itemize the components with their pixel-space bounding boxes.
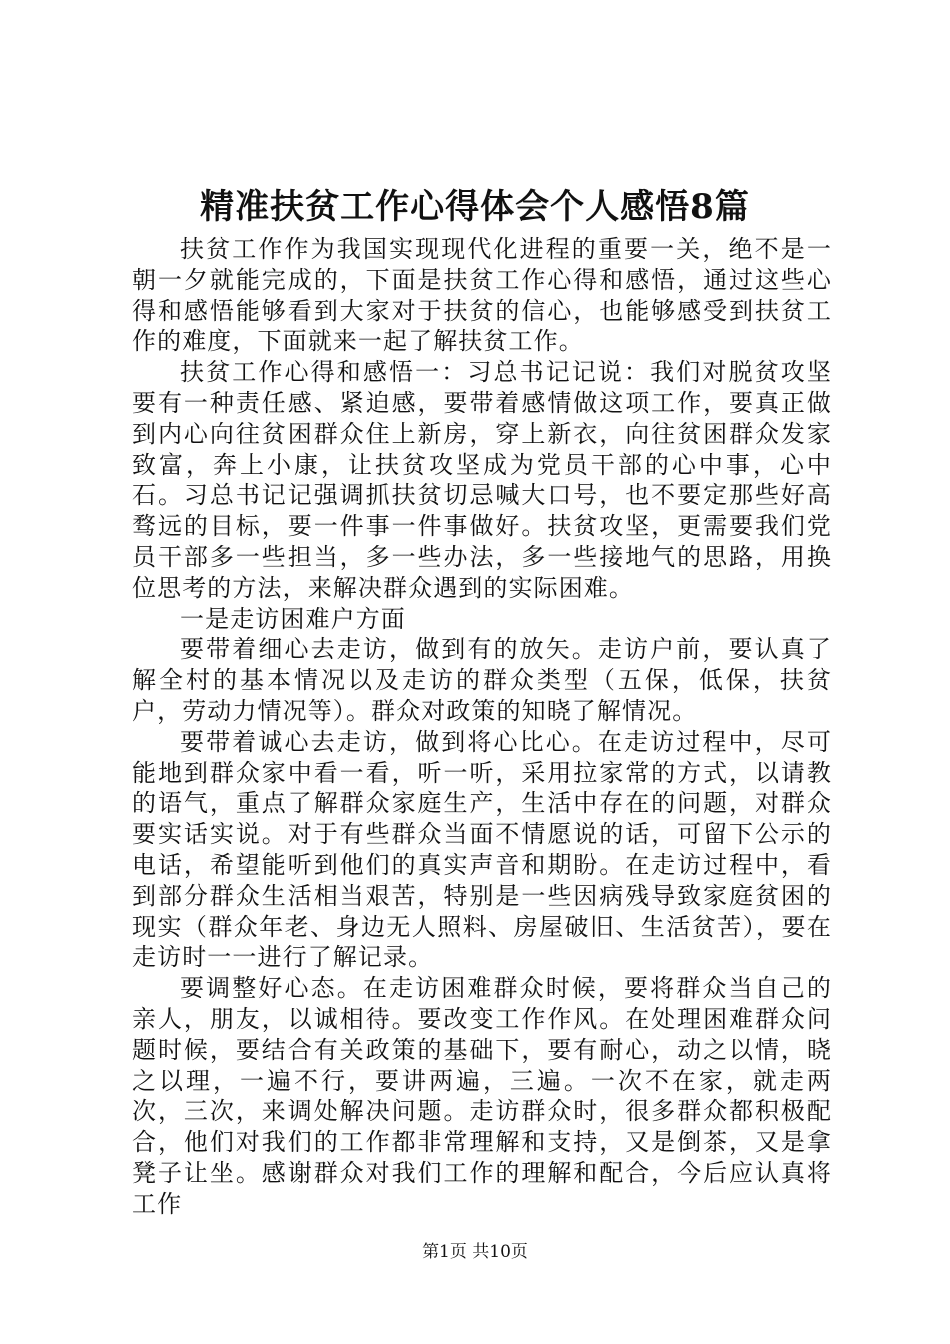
section-paragraph: 要带着诚心去走访，做到将心比心。在走访过程中，尽可能地到群众家中看一看，听一听，采用拉家常的方式，以请教的语气，重点了解群众家庭生产，生活中存在的问题，对群众要实话实说。对于有些群众当面不情愿说的话，可留下公示的电话，希望能听到他们的真实声音和期盼。在走访过程中，看到部分群众生活相当艰苦，特别是一些因病残导致家庭贫困的现实（群众年老、身边无人照料、房屋破旧、生活贫苦），要在走访时一一进行了解记录。 xyxy=(132,727,832,972)
intro-paragraph: 扶贫工作作为我国实现现代化进程的重要一关，绝不是一朝一夕就能完成的，下面是扶贫工作心得和感悟，通过这些心得和感悟能够看到大家对于扶贫的信心，也能够感受到扶贫工作的难度，下面就来一起了解扶贫工作。 xyxy=(132,235,832,356)
page-footer: 第1页 共10页 xyxy=(422,1242,528,1262)
paragraph-one: 扶贫工作心得和感悟一：习总书记记说：我们对脱贫攻坚要有一种责任感、紧迫感，要带着感情做这项工作，要真正做到内心向往贫困群众住上新房，穿上新衣，向往贫困群众发家致富，奔上小康，让扶贫攻坚成为党员干部的心中事，心中石。习总书记记强调抓扶贫切忌喊大口号，也不要定那些好高骛远的目标，要一件事一件事做好。扶贫攻坚，更需要我们党员干部多一些担当，多一些办法，多一些接地气的思路，用换位思考的方法，来解决群众遇到的实际困难。 xyxy=(132,358,832,602)
section-paragraph: 要调整好心态。在走访困难群众时候，要将群众当自己的亲人，朋友，以诚相待。要改变工作作风。在处理困难群众问题时候，要结合有关政策的基础下，要有耐心，动之以情，晓之以理，一遍不行，要讲两遍，三遍。一次不在家，就走两次，三次，来调处解决问题。走访群众时，很多群众都积极配合，他们对我们的工作都非常理解和支持，又是倒茶，又是拿凳子让坐。感谢群众对我们工作的理解和配合，今后应认真将工作 xyxy=(132,974,832,1218)
section-heading: 一是走访困难户方面 xyxy=(180,604,406,633)
document-title: 精准扶贫工作心得体会个人感悟8篇 xyxy=(200,187,750,227)
document-body xyxy=(132,234,832,1220)
section-paragraph: 要带着细心去走访，做到有的放矢。走访户前，要认真了解全村的基本情况以及走访的群众类型（五保，低保，扶贫户，劳动力情况等）。群众对政策的知晓了解情况。 xyxy=(132,635,832,725)
